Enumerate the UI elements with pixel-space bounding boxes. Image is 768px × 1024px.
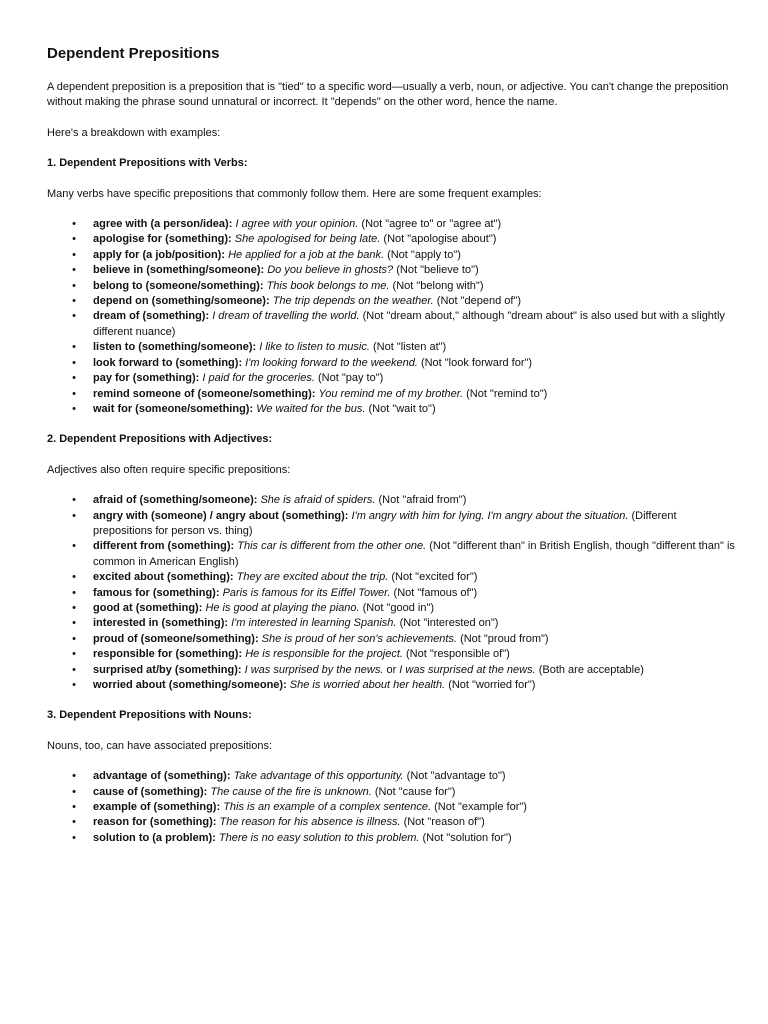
list-item — [47, 800, 737, 815]
item-note: (Not "pay to") — [317, 372, 384, 385]
bullet-icon: • — [72, 248, 76, 261]
document-page — [47, 44, 737, 861]
list-item — [47, 509, 737, 540]
item-term: agree with (a person/idea): — [93, 218, 233, 231]
item-term: excited about (something): — [93, 571, 234, 584]
item-term: solution to (a problem): — [93, 831, 216, 844]
item-note: (Not "famous of") — [393, 586, 478, 599]
item-note: (Not "apply to") — [387, 248, 461, 261]
bullet-list — [47, 493, 737, 693]
list-item — [47, 632, 737, 647]
item-note: (Not "belong with") — [392, 279, 484, 292]
list-item — [47, 356, 737, 371]
list-item — [47, 539, 737, 570]
item-example: I agree with your opinion. — [235, 218, 359, 231]
list-item — [47, 601, 737, 616]
bullet-icon: • — [72, 831, 76, 844]
list-item — [47, 586, 737, 601]
item-note: (Not "apologise about") — [383, 233, 497, 246]
bullet-icon: • — [72, 648, 76, 661]
item-term: listen to (something/someone): — [93, 341, 257, 354]
item-example: Take advantage of this opportunity. — [233, 770, 404, 783]
item-example: I dream of travelling the world. — [212, 310, 360, 323]
bullet-icon: • — [72, 233, 76, 246]
bullet-icon: • — [72, 540, 76, 553]
list-item — [47, 248, 737, 263]
item-term: wait for (someone/something): — [93, 402, 254, 415]
item-example: We waited for the bus. — [256, 402, 366, 415]
item-term: remind someone of (someone/something): — [93, 387, 316, 400]
item-note: (Not "responsible of") — [406, 648, 510, 661]
section-heading: 1. Dependent Prepositions with Verbs: — [47, 157, 248, 170]
item-example: There is no easy solution to this problem. — [218, 831, 420, 844]
item-term: surprised at/by (something): — [93, 663, 242, 676]
item-note: (Not "listen at") — [372, 341, 447, 354]
item-example: They are excited about the trip. — [236, 571, 389, 584]
section-description: Many verbs have specific prepositions that commonly follow them. Here are some frequent examples: — [47, 187, 542, 200]
list-item — [47, 263, 737, 278]
item-note: (Not "good in") — [362, 601, 435, 614]
bullet-icon: • — [72, 372, 76, 385]
item-example: I paid for the groceries. — [202, 372, 315, 385]
item-example: She apologised for being late. — [234, 233, 381, 246]
item-note: (Both are acceptable) — [538, 663, 644, 676]
item-note: (Not "example for") — [434, 801, 527, 814]
item-example: He applied for a job at the bank. — [228, 248, 385, 261]
bullet-icon: • — [72, 801, 76, 814]
item-term: cause of (something): — [93, 785, 208, 798]
item-note: (Not "afraid from") — [378, 494, 467, 507]
item-term: proud of (someone/something): — [93, 632, 259, 645]
bullet-icon: • — [72, 494, 76, 507]
item-note: (Not "agree to" or "agree at") — [361, 218, 502, 231]
item-note: (Not "worried for") — [448, 679, 536, 691]
item-example: I'm looking forward to the weekend. — [245, 356, 418, 369]
item-note: (Not "different than" in British English, though "different than" is common in American English) — [93, 540, 735, 568]
list-item — [47, 309, 737, 340]
bullet-icon: • — [72, 785, 76, 798]
bullet-icon: • — [72, 387, 76, 400]
item-note: (Not "look forward for") — [420, 356, 533, 369]
list-item — [47, 616, 737, 631]
item-connector: or — [386, 663, 397, 676]
item-example: You remind me of my brother. — [318, 387, 464, 400]
bullet-icon: • — [72, 295, 76, 308]
list-item — [47, 232, 737, 247]
bullet-list — [47, 769, 737, 846]
item-example: This book belongs to me. — [266, 279, 390, 292]
item-example: He is good at playing the piano. — [205, 601, 360, 614]
list-item — [47, 815, 737, 830]
list-item — [47, 678, 737, 693]
item-term: famous for (something): — [93, 586, 220, 599]
bullet-icon: • — [72, 617, 76, 630]
item-note: (Not "cause for") — [374, 785, 456, 798]
bullet-icon: • — [72, 356, 76, 369]
list-item — [47, 279, 737, 294]
item-term: depend on (something/someone): — [93, 295, 270, 308]
item-note: (Not "reason of") — [403, 816, 485, 829]
item-term: apply for (a job/position): — [93, 248, 225, 261]
item-term: responsible for (something): — [93, 648, 243, 661]
item-note: (Not "remind to") — [466, 387, 548, 400]
bullet-icon: • — [72, 279, 76, 292]
item-term: interested in (something): — [93, 617, 229, 630]
item-example: The cause of the fire is unknown. — [210, 785, 372, 798]
list-item — [47, 217, 737, 232]
list-item — [47, 570, 737, 585]
breakdown-paragraph: Here's a breakdown with examples: — [47, 126, 221, 139]
item-term: different from (something): — [93, 540, 235, 553]
list-item — [47, 340, 737, 355]
bullet-list — [47, 217, 737, 417]
bullet-icon: • — [72, 586, 76, 599]
list-item — [47, 493, 737, 508]
list-item — [47, 769, 737, 784]
list-item — [47, 294, 737, 309]
item-example: Paris is famous for its Eiffel Tower. — [222, 586, 391, 599]
item-term: angry with (someone) / angry about (something): — [93, 509, 349, 522]
section-description: Nouns, too, can have associated prepositions: — [47, 739, 273, 752]
item-example: The trip depends on the weather. — [272, 295, 434, 308]
item-term: worried about (something/someone): — [93, 679, 287, 691]
item-example: I like to listen to music. — [259, 341, 370, 354]
item-example: I'm interested in learning Spanish. — [231, 617, 397, 630]
item-example: This car is different from the other one. — [237, 540, 427, 553]
section-heading: 3. Dependent Prepositions with Nouns: — [47, 709, 252, 722]
item-note: (Not "solution for") — [422, 831, 512, 844]
item-note: (Not "depend of") — [436, 295, 522, 308]
item-term: apologise for (something): — [93, 233, 232, 246]
item-example: She is proud of her son's achievements. — [261, 632, 457, 645]
item-example: She is worried about her health. — [289, 679, 446, 691]
item-note: (Not "dream about," although "dream about" is also used but with a slightly different nuance) — [93, 310, 725, 338]
bullet-icon: • — [72, 632, 76, 645]
bullet-icon: • — [72, 509, 76, 522]
section-heading: 2. Dependent Prepositions with Adjectives: — [47, 433, 273, 446]
item-note: (Not "excited for") — [391, 571, 478, 584]
intro-paragraph: A dependent preposition is a preposition that is "tied" to a specific word—usually a verb, noun, or adjective. You can't change the preposition without making the phrase sound unnatural or incorrect. It "depends" on the other word, hence the name. — [47, 81, 729, 109]
item-example: The reason for his absence is illness. — [219, 816, 401, 829]
item-example: I'm angry with him for lying. I'm angry about the situation. — [351, 509, 629, 522]
item-term: believe in (something/someone): — [93, 264, 265, 277]
section-description: Adjectives also often require specific prepositions: — [47, 463, 291, 476]
list-item — [47, 402, 737, 417]
item-example-alt: I was surprised at the news. — [399, 663, 536, 676]
item-term: reason for (something): — [93, 816, 217, 829]
item-term: good at (something): — [93, 601, 203, 614]
item-term: example of (something): — [93, 801, 221, 814]
bullet-icon: • — [72, 571, 76, 584]
item-example: He is responsible for the project. — [245, 648, 403, 661]
bullet-icon: • — [72, 770, 76, 783]
bullet-icon: • — [72, 218, 76, 231]
bullet-icon: • — [72, 601, 76, 614]
item-term: pay for (something): — [93, 372, 200, 385]
bullet-icon: • — [72, 402, 76, 415]
bullet-icon: • — [72, 264, 76, 277]
list-item — [47, 663, 737, 678]
bullet-icon: • — [72, 679, 76, 691]
list-item — [47, 647, 737, 662]
bullet-icon: • — [72, 816, 76, 829]
item-note: (Different prepositions for person vs. thing) — [93, 509, 677, 537]
bullet-icon: • — [72, 341, 76, 354]
item-term: belong to (someone/something): — [93, 279, 264, 292]
list-item — [47, 387, 737, 402]
item-term: dream of (something): — [93, 310, 210, 323]
item-note: (Not "proud from") — [460, 632, 549, 645]
item-note: (Not "wait to") — [368, 402, 436, 415]
item-term: afraid of (something/someone): — [93, 494, 258, 507]
sections-container — [47, 156, 737, 846]
item-example: This is an example of a complex sentence. — [223, 801, 432, 814]
item-term: advantage of (something): — [93, 770, 231, 783]
item-note: (Not "believe to") — [396, 264, 479, 277]
item-example: I was surprised by the news. — [244, 663, 384, 676]
bullet-icon: • — [72, 663, 76, 676]
item-note: (Not "advantage to") — [406, 770, 506, 783]
bullet-icon: • — [72, 310, 76, 323]
list-item — [47, 371, 737, 386]
item-note: (Not "interested on") — [399, 617, 499, 630]
document-title: Dependent Prepositions — [47, 45, 220, 62]
list-item — [47, 831, 737, 846]
item-example: Do you believe in ghosts? — [267, 264, 394, 277]
item-example: She is afraid of spiders. — [260, 494, 376, 507]
item-term: look forward to (something): — [93, 356, 243, 369]
list-item — [47, 785, 737, 800]
